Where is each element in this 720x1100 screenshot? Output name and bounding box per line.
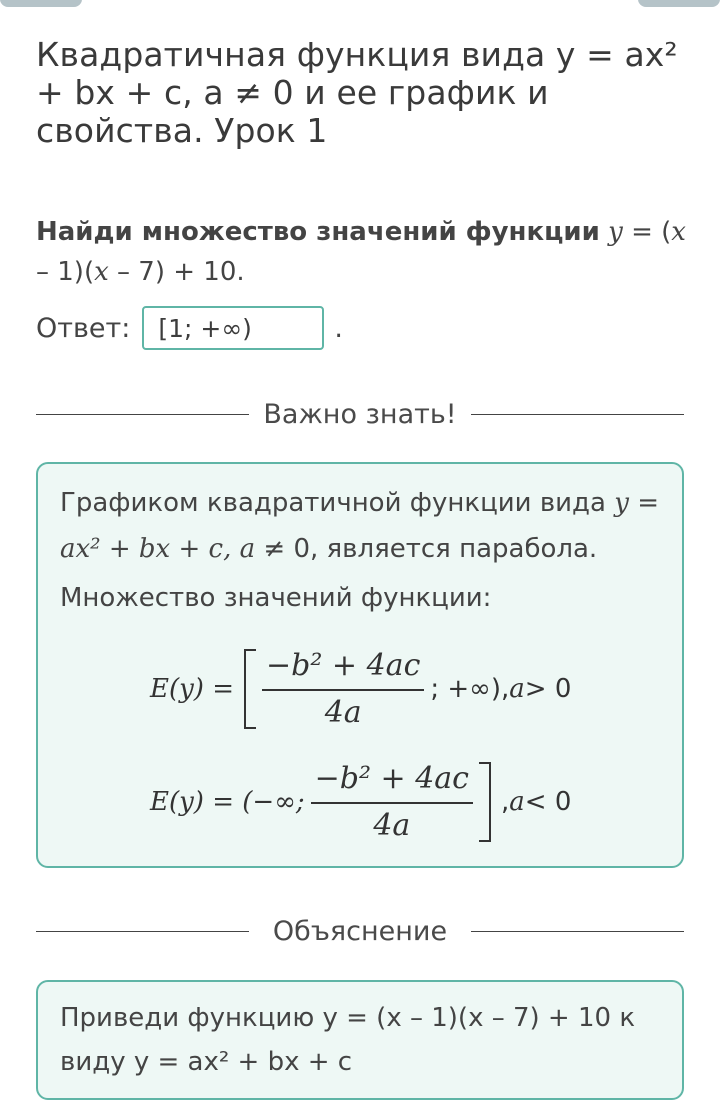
important-divider (36, 400, 684, 430)
important-info-box (36, 462, 684, 868)
top-right-tab[interactable] (638, 0, 720, 7)
important-heading: Важно знать! (263, 399, 457, 430)
explanation-text: Приведи функцию y = (x – 1)(x – 7) + 10 к виду y = ax² + bx + c (60, 1003, 636, 1077)
formula2-cond: < 0 (524, 787, 572, 817)
definition-eq: = (628, 488, 659, 518)
formula1-cond-var: a (509, 674, 525, 704)
top-left-tab[interactable] (0, 0, 82, 7)
task-var-x1: x (671, 217, 686, 247)
task-mid1: – 1)( (36, 257, 95, 287)
answer-dot: . (334, 312, 343, 344)
page-title: Квадратичная функция вида y = ax² + bx + c, a ≠ 0 и ее график и свойства. Урок 1 (36, 35, 678, 150)
left-square-bracket (244, 649, 256, 729)
formula2-tail: , (500, 787, 510, 817)
parabola-definition (60, 480, 660, 572)
formula2-denominator: 4a (373, 808, 411, 843)
explanation-heading: Объяснение (272, 916, 448, 947)
divider-line-right (471, 414, 684, 415)
values-set-label: Множество значений функции: (60, 583, 492, 613)
task-var-x2: x (94, 257, 109, 287)
formula1-denominator: 4a (324, 695, 362, 730)
formula1-fraction (262, 648, 424, 730)
formula1-tail: ; +∞), (430, 674, 510, 704)
task-prompt (36, 212, 686, 292)
definition-var-y: y (614, 488, 629, 518)
formula1-numerator: −b² + 4ac (262, 648, 424, 691)
right-square-bracket (479, 762, 491, 842)
formula1-cond: > 0 (524, 674, 572, 704)
definition-pre: Графиком квадратичной функции вида (60, 488, 615, 518)
formula-a-positive (150, 639, 571, 739)
explanation-box (36, 980, 684, 1100)
definition-expr: ax² + bx + c, a (60, 534, 256, 564)
task-var-y: y (608, 217, 623, 247)
formula1-lhs: E(y) = (150, 674, 235, 704)
answer-row (36, 304, 343, 352)
divider-line-right (471, 931, 684, 932)
answer-input[interactable]: [1; +∞) (142, 306, 324, 350)
formula2-numerator: −b² + 4ac (311, 761, 473, 804)
formula2-cond-var: a (509, 787, 525, 817)
formula-a-negative (150, 752, 571, 852)
task-mid2: – 7) + 10. (108, 257, 245, 287)
explanation-divider (36, 917, 684, 947)
formula2-fraction (311, 761, 473, 843)
answer-label: Ответ: (36, 312, 131, 344)
task-prompt-bold: Найди множество значений функции (36, 217, 600, 247)
task-eq: = ( (622, 217, 672, 247)
definition-post: ≠ 0, является парабола. (255, 534, 598, 564)
formula2-lhs: E(y) = (−∞; (150, 787, 305, 817)
